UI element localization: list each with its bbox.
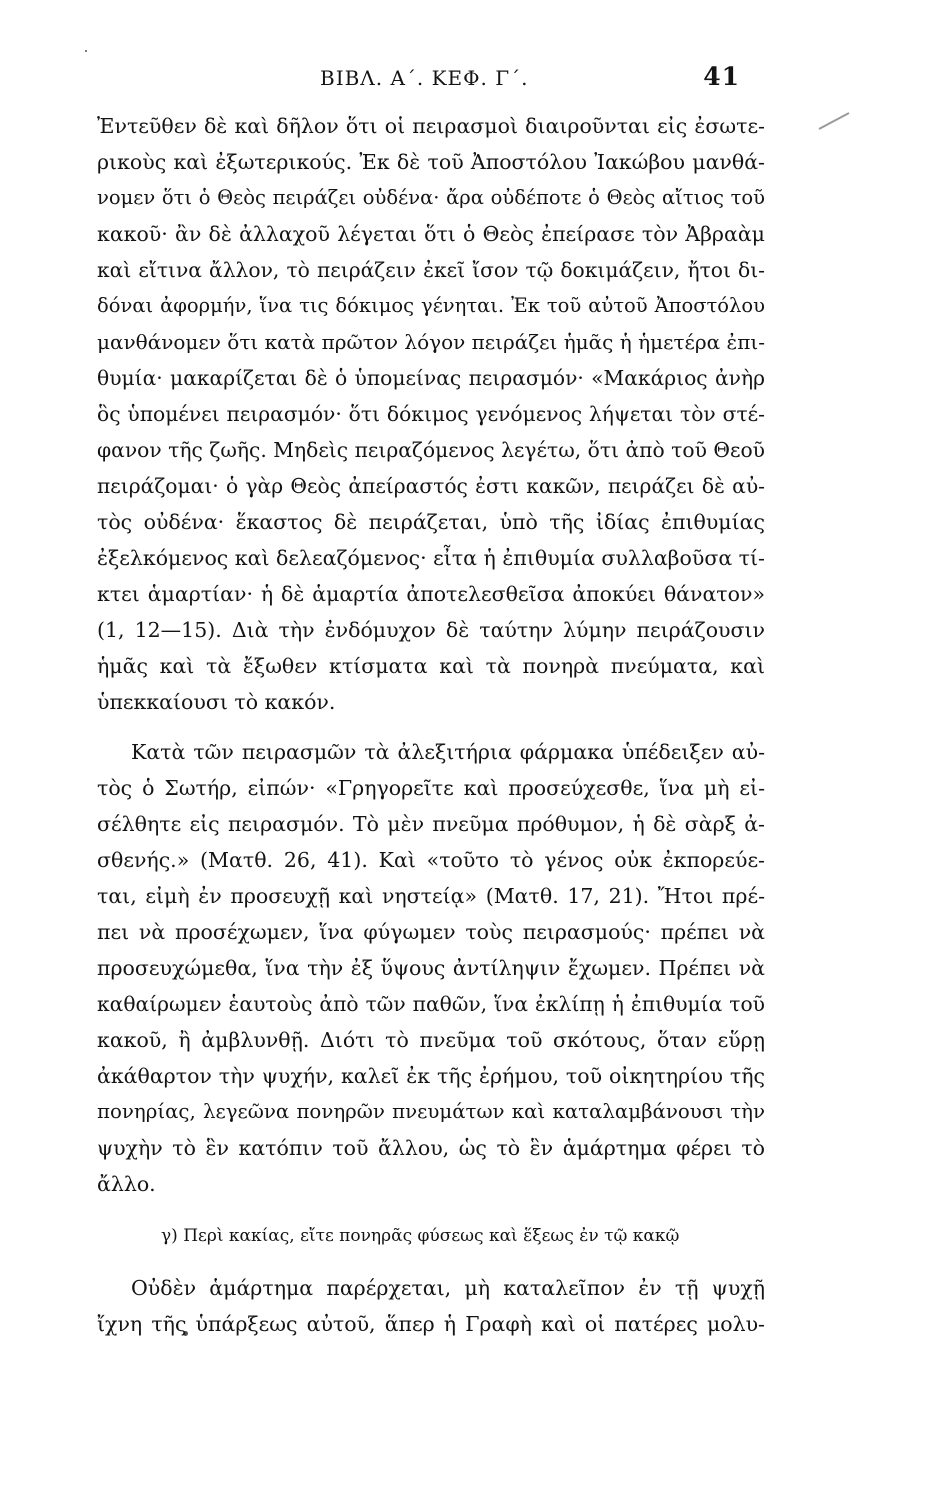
text-line: ὃς ὑπομένει πειρασμόν· ὅτι δόκιμος γενόμενος λήψεται τὸν στέ- [97,402,765,426]
text-line: ται, εἰμὴ ἐν προσευχῇ καὶ νηστείᾳ» (Ματθ. 17, 21). Ἤτοι πρέ- [97,884,765,908]
text-line: σέλθητε εἰς πειρασμόν. Τὸ μὲν πνεῦμα πρόθυμον, ἡ δὲ σὰρξ ἀ- [97,812,765,836]
text-line: κακοῦ, ἢ ἀμβλυνθῇ. Διότι τὸ πνεῦμα τοῦ σκότους, ὅταν εὕρῃ [97,1028,765,1052]
text-line: τὸς οὐδένα· ἕκαστος δὲ πειράζεται, ὑπὸ τῆς ἰδίας ἐπιθυμίας [97,510,765,534]
section-heading: γ) Περὶ κακίας, εἴτε πονηρᾶς φύσεως καὶ ἕξεως ἐν τῷ κακῷ [161,1226,680,1246]
running-title: ΒΙΒΛ. Α΄. ΚΕΦ. Γ΄. [320,66,529,90]
body-text [97,108,765,1342]
running-header [320,62,740,96]
paragraph-2 [97,734,765,1202]
pencil-mark [819,112,850,130]
text-line: ἐξελκόμενος καὶ δελεαζόμενος· εἶτα ἡ ἐπιθυμία συλλαβοῦσα τί- [97,546,765,570]
text-line: σθενής.» (Ματθ. 26, 41). Καὶ «τοῦτο τὸ γένος οὐκ ἐκπορεύε- [97,848,765,872]
text-line: Οὐδὲν ἁμάρτημα παρέρχεται, μὴ καταλεῖπον ἐν τῇ ψυχῇ [131,1276,765,1300]
text-line: (1, 12—15). Διὰ τὴν ἐνδόμυχον δὲ ταύτην λύμην πειράζουσιν [97,618,765,642]
text-line: καθαίρωμεν ἑαυτοὺς ἀπὸ τῶν παθῶν, ἵνα ἐκλίπῃ ἡ ἐπιθυμία τοῦ [97,992,765,1016]
ink-speck [85,50,87,52]
text-line: πονηρίας, λεγεῶνα πονηρῶν πνευμάτων καὶ καταλαμβάνουσι τὴν [97,1100,765,1123]
text-line: ἴχνη τῆς ὑπάρξεως αὐτοῦ, ἅπερ ἡ Γραφὴ καὶ οἱ πατέρες μολυ- [97,1312,765,1336]
text-line: ἀκάθαρτον τὴν ψυχήν, καλεῖ ἐκ τῆς ἐρήμου, τοῦ οἰκητηρίου τῆς [97,1064,765,1088]
paragraph-3 [97,1270,765,1342]
paragraph-1 [97,108,765,720]
text-line: προσευχώμεθα, ἵνα τὴν ἐξ ὕψους ἀντίληψιν ἔχωμεν. Πρέπει νὰ [97,956,765,980]
text-line: νομεν ὅτι ὁ Θεὸς πειράζει οὐδένα· ἄρα οὐδέποτε ὁ Θεὸς αἴτιος τοῦ [97,186,765,209]
text-line: φανον τῆς ζωῆς. Μηδεὶς πειραζόμενος λεγέτω, ὅτι ἀπὸ τοῦ Θεοῦ [97,438,765,462]
text-line: Κατὰ τῶν πειρασμῶν τὰ ἀλεξιτήρια φάρμακα ὑπέδειξεν αὐ- [131,740,765,764]
text-line: ὑπεκκαίουσι τὸ κακόν. [97,690,336,714]
text-line: πει νὰ προσέχωμεν, ἵνα φύγωμεν τοὺς πειρασμούς· πρέπει νὰ [97,920,765,944]
text-line: κακοῦ· ἂν δὲ ἀλλαχοῦ λέγεται ὅτι ὁ Θεὸς ἐπείρασε τὸν Ἀβραὰμ [97,222,765,246]
text-line: θυμία· μακαρίζεται δὲ ὁ ὑπομείνας πειρασμόν· «Μακάριος ἀνὴρ [97,366,765,390]
text-line: δόναι ἀφορμήν, ἵνα τις δόκιμος γένηται. Ἐκ τοῦ αὐτοῦ Ἀποστόλου [97,294,765,317]
text-line: ἡμᾶς καὶ τὰ ἔξωθεν κτίσματα καὶ τὰ πονηρὰ πνεύματα, καὶ [97,654,765,678]
page-number: 41 [703,62,740,91]
text-line: μανθάνομεν ὅτι κατὰ πρῶτον λόγον πειράζει ἡμᾶς ἡ ἡμετέρα ἐπι- [97,330,765,354]
text-line: Ἐντεῦθεν δὲ καὶ δῆλον ὅτι οἱ πειρασμοὶ διαιροῦνται εἰς ἐσωτε- [97,114,765,138]
text-line: καὶ εἴτινα ἄλλον, τὸ πειράζειν ἐκεῖ ἴσον τῷ δοκιμάζειν, ἤτοι δι- [97,258,765,282]
text-line: ρικοὺς καὶ ἐξωτερικούς. Ἐκ δὲ τοῦ Ἀποστόλου Ἰακώβου μανθά- [97,150,765,174]
text-line: κτει ἁμαρτίαν· ἡ δὲ ἁμαρτία ἀποτελεσθεῖσα ἀποκύει θάνατον» [97,582,765,606]
text-line: ἄλλο. [97,1172,156,1196]
text-line: ψυχὴν τὸ ἓν κατόπιν τοῦ ἄλλου, ὡς τὸ ἓν ἁμάρτημα φέρει τὸ [97,1136,765,1160]
text-line: τὸς ὁ Σωτήρ, εἰπών· «Γρηγορεῖτε καὶ προσεύχεσθε, ἵνα μὴ εἰ- [97,776,765,800]
text-line: πειράζομαι· ὁ γὰρ Θεὸς ἀπείραστός ἐστι κακῶν, πειράζει δὲ αὐ- [97,474,765,498]
